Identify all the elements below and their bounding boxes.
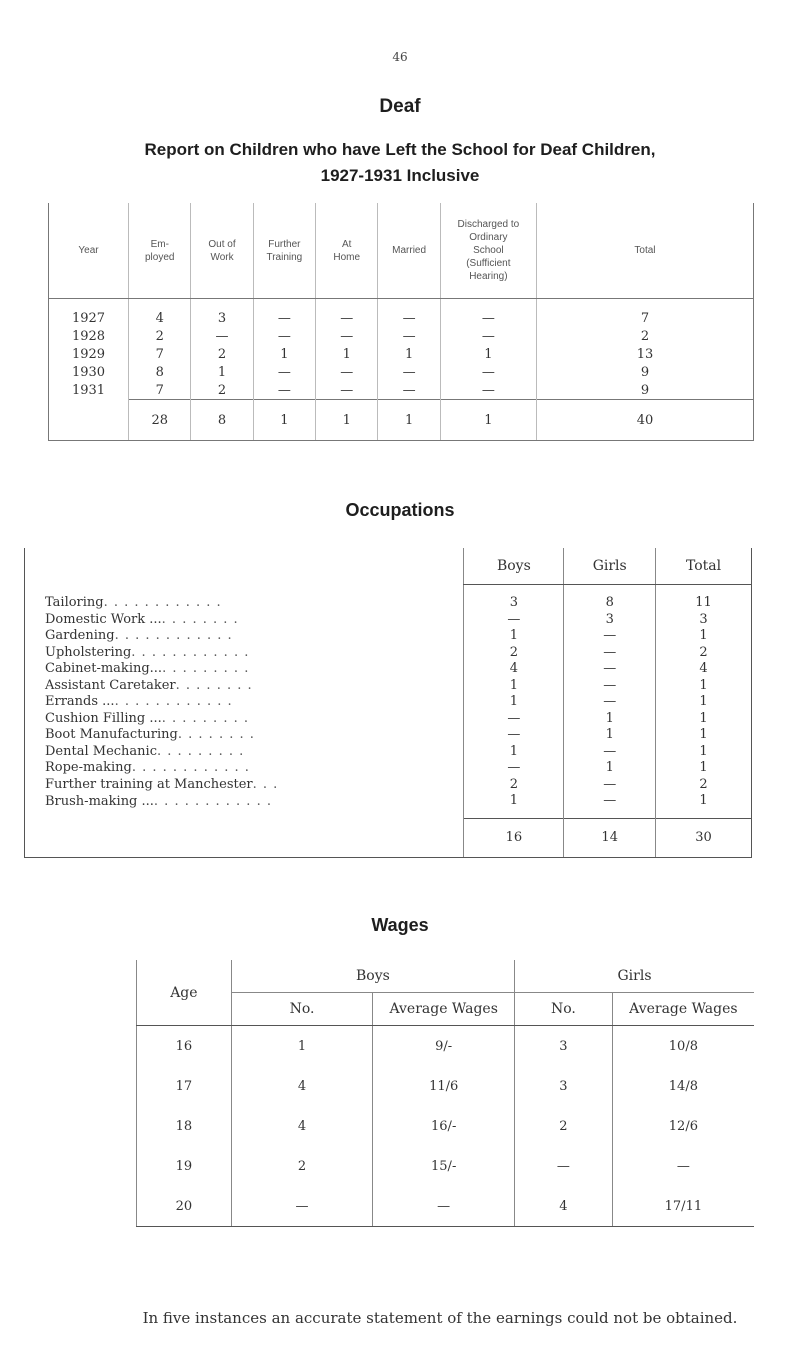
leavers-cell: 9 — [536, 363, 753, 381]
occupation-label — [25, 585, 464, 612]
leavers-header-6: Discharged to Ordinary School (Sufficient Hearing) — [440, 203, 536, 299]
wages-subheader-2: No. — [515, 993, 613, 1026]
leavers-cell: — — [316, 299, 378, 328]
leavers-cell: 2 — [129, 327, 191, 345]
leavers-cell: 1 — [378, 345, 440, 363]
occupations-total-cell: 30 — [656, 818, 752, 857]
leavers-cell: 2 — [191, 345, 253, 363]
wages-cell: 10/8 — [612, 1026, 754, 1067]
leavers-row — [49, 299, 754, 328]
leader-dots: . . . . . . . . . — [162, 661, 250, 677]
occupation-label — [25, 777, 464, 794]
occupations-title: Occupations — [345, 500, 455, 520]
wages-cell: 17 — [137, 1066, 232, 1106]
wages-cell: 9/- — [373, 1026, 515, 1067]
occupation-name: Errands ... — [45, 694, 115, 710]
leavers-header-4: At Home — [316, 203, 378, 299]
occupations-blank-header — [25, 548, 464, 585]
occupation-cell: 2 — [464, 645, 564, 662]
occupation-label — [25, 711, 464, 728]
wages-row — [137, 1146, 755, 1186]
occupation-row — [25, 612, 752, 629]
wages-subheader-3: Average Wages — [612, 993, 754, 1026]
occupation-row — [25, 661, 752, 678]
wages-cell: 14/8 — [612, 1066, 754, 1106]
occupation-cell: 1 — [656, 760, 752, 777]
leavers-cell: 1 — [316, 345, 378, 363]
occupation-cell: 11 — [656, 585, 752, 612]
occupation-cell: 1 — [564, 711, 656, 728]
leavers-header-1: Em- ployed — [129, 203, 191, 299]
occupation-cell: — — [464, 760, 564, 777]
leavers-cell: — — [378, 327, 440, 345]
leavers-header-5: Married — [378, 203, 440, 299]
leavers-cell: 1 — [253, 345, 315, 363]
leavers-cell: 1 — [191, 363, 253, 381]
leavers-cell: 8 — [129, 363, 191, 381]
leavers-cell: — — [253, 327, 315, 345]
occupation-name: Tailoring — [45, 595, 104, 610]
occupation-label — [25, 760, 464, 777]
occupation-row — [25, 727, 752, 744]
leader-dots: . . . . . . . . . . . . — [114, 628, 233, 644]
wages-cell: 3 — [515, 1066, 613, 1106]
leavers-header-2: Out of Work — [191, 203, 253, 299]
leader-dots: . . . . . . . . — [175, 677, 253, 693]
leavers-cell: — — [253, 381, 315, 400]
leader-dots: . . . . . . . . . . . . — [103, 595, 222, 610]
wages-cell: — — [515, 1146, 613, 1186]
occupation-cell: 1 — [656, 628, 752, 645]
wages-cell: 4 — [231, 1106, 373, 1146]
occupation-cell: 1 — [464, 744, 564, 761]
leavers-total-cell — [49, 400, 129, 441]
section-title: Deaf — [379, 96, 421, 117]
occupation-cell: 3 — [656, 612, 752, 629]
leavers-cell: — — [316, 327, 378, 345]
wages-age-header: Age — [137, 960, 232, 1026]
leavers-cell: 1928 — [49, 327, 129, 345]
leader-dots: . . . . . . . . . . . . — [131, 644, 250, 660]
occupation-name: Rope-making — [45, 760, 132, 776]
leavers-total-cell: 28 — [129, 400, 191, 441]
leavers-row — [49, 381, 754, 400]
occupation-cell: 1 — [656, 793, 752, 818]
occupation-cell: 4 — [656, 661, 752, 678]
occupation-name: Upholstering — [45, 644, 132, 660]
leavers-row — [49, 363, 754, 381]
occupations-total-cell — [25, 818, 464, 857]
wages-cell: 20 — [137, 1186, 232, 1227]
occupations-totals-row — [25, 818, 752, 857]
wages-cell: 19 — [137, 1146, 232, 1186]
occupation-cell: — — [564, 645, 656, 662]
leavers-total-cell: 1 — [316, 400, 378, 441]
leavers-cell: — — [316, 363, 378, 381]
wages-row — [137, 1066, 755, 1106]
occupation-cell: 4 — [464, 661, 564, 678]
page-number: 46 — [392, 50, 408, 64]
leavers-table — [48, 203, 754, 441]
occupation-cell: — — [564, 694, 656, 711]
wages-cell: — — [373, 1186, 515, 1227]
occupation-name: Brush-making ... — [45, 793, 154, 809]
occupation-row — [25, 585, 752, 612]
occupation-name: Cabinet-making... — [45, 661, 163, 677]
leavers-total-cell: 1 — [378, 400, 440, 441]
occupations-header-1: Boys — [464, 548, 564, 585]
leavers-total-cell: 40 — [536, 400, 753, 441]
leavers-cell: 1929 — [49, 345, 129, 363]
report-title-line1: Report on Children who have Left the School for Deaf Children, — [144, 140, 656, 159]
occupation-name: Gardening — [45, 628, 115, 644]
occupation-name: Cushion Filling ... — [45, 710, 162, 726]
occupation-name: Boot Manufacturing — [45, 727, 178, 743]
wages-cell: 1 — [231, 1026, 373, 1067]
occupation-cell: — — [464, 727, 564, 744]
leavers-header-3: Further Training — [253, 203, 315, 299]
occupations-header-3: Total — [656, 548, 752, 585]
occupation-cell: 1 — [656, 744, 752, 761]
occupation-name: Further training at Manchester — [45, 776, 253, 792]
occupation-row — [25, 628, 752, 645]
occupation-label — [25, 628, 464, 645]
leavers-cell: — — [253, 363, 315, 381]
leavers-cell: 2 — [536, 327, 753, 345]
leavers-total-cell: 1 — [253, 400, 315, 441]
occupation-row — [25, 777, 752, 794]
occupation-cell: 2 — [464, 777, 564, 794]
leavers-cell: — — [440, 363, 536, 381]
occupation-row — [25, 744, 752, 761]
occupation-cell: — — [464, 711, 564, 728]
occupation-label — [25, 744, 464, 761]
occupation-name: Assistant Caretaker — [45, 677, 176, 693]
wages-row — [137, 1186, 755, 1227]
wages-cell: 12/6 — [612, 1106, 754, 1146]
wages-cell: 11/6 — [373, 1066, 515, 1106]
occupation-cell: 3 — [564, 612, 656, 629]
report-title-line2: 1927-1931 Inclusive — [320, 166, 480, 185]
leavers-cell: 7 — [129, 381, 191, 400]
wages-cell: 2 — [231, 1146, 373, 1186]
leavers-header-0: Year — [49, 203, 129, 299]
wages-cell: 16 — [137, 1026, 232, 1067]
occupation-label — [25, 694, 464, 711]
occupation-cell: 1 — [656, 727, 752, 744]
occupations-total-cell: 16 — [464, 818, 564, 857]
leader-dots: . . . . . . . . . . . . — [131, 760, 250, 776]
leavers-total-cell: 8 — [191, 400, 253, 441]
wages-row — [137, 1106, 755, 1146]
leader-dots: . . . . . . . . . . . . — [153, 793, 272, 809]
leader-dots: . . . . . . . . . — [156, 743, 245, 759]
occupation-cell: — — [564, 744, 656, 761]
wages-subheader-1: Average Wages — [373, 993, 515, 1026]
occupation-label — [25, 645, 464, 662]
wages-table — [136, 960, 754, 1227]
occupation-name: Dental Mechanic — [45, 743, 157, 759]
leavers-totals-row — [49, 400, 754, 441]
occupation-cell: 8 — [564, 585, 656, 612]
occupation-cell: 1 — [656, 678, 752, 695]
occupation-cell: 1 — [564, 727, 656, 744]
wages-cell: 3 — [515, 1026, 613, 1067]
leader-dots: . . . . . . . . . . . . — [114, 694, 233, 710]
occupation-label — [25, 612, 464, 629]
occupation-label — [25, 793, 464, 818]
occupation-cell: — — [564, 777, 656, 794]
leavers-cell: — — [440, 327, 536, 345]
occupation-cell: 2 — [656, 645, 752, 662]
leavers-row — [49, 327, 754, 345]
occupation-row — [25, 645, 752, 662]
leavers-cell: — — [253, 299, 315, 328]
occupation-cell: 1 — [564, 760, 656, 777]
leavers-cell: 1931 — [49, 381, 129, 400]
wages-cell: 17/11 — [612, 1186, 754, 1227]
occupation-cell: 1 — [464, 628, 564, 645]
leavers-cell: 4 — [129, 299, 191, 328]
wages-cell: 15/- — [373, 1146, 515, 1186]
leavers-cell: 13 — [536, 345, 753, 363]
occupation-cell: 2 — [656, 777, 752, 794]
leavers-cell: 1 — [440, 345, 536, 363]
occupations-header-2: Girls — [564, 548, 656, 585]
wages-title: Wages — [371, 915, 429, 935]
leader-dots: . . . . . . . . . — [161, 710, 249, 726]
occupation-cell: — — [464, 612, 564, 629]
leader-dots: . . . . . . . . — [161, 611, 239, 627]
leavers-cell: — — [191, 327, 253, 345]
occupation-row — [25, 793, 752, 818]
leavers-cell: 3 — [191, 299, 253, 328]
wages-row — [137, 1026, 755, 1067]
leavers-cell: — — [378, 363, 440, 381]
occupation-cell: — — [564, 661, 656, 678]
occupation-cell: 1 — [464, 694, 564, 711]
occupation-row — [25, 711, 752, 728]
leader-dots: . . . — [252, 776, 279, 792]
occupation-label — [25, 661, 464, 678]
wages-subheader-0: No. — [231, 993, 373, 1026]
occupation-name: Domestic Work ... — [45, 611, 162, 627]
occupation-row — [25, 760, 752, 777]
leavers-cell: 7 — [536, 299, 753, 328]
occupation-cell: — — [564, 678, 656, 695]
leavers-cell: — — [316, 381, 378, 400]
wages-cell: — — [612, 1146, 754, 1186]
footnote: In five instances an accurate statement of the earnings could not be obtained. — [142, 1309, 738, 1327]
leavers-cell: 2 — [191, 381, 253, 400]
occupations-total-cell: 14 — [564, 818, 656, 857]
leavers-cell: 1930 — [49, 363, 129, 381]
occupation-cell: 3 — [464, 585, 564, 612]
leavers-cell: 7 — [129, 345, 191, 363]
wages-cell: 16/- — [373, 1106, 515, 1146]
wages-girls-header: Girls — [515, 960, 754, 993]
occupation-row — [25, 678, 752, 695]
occupation-cell: — — [564, 793, 656, 818]
leavers-total-cell: 1 — [440, 400, 536, 441]
wages-cell: 4 — [231, 1066, 373, 1106]
leavers-cell: 9 — [536, 381, 753, 400]
occupation-cell: 1 — [656, 711, 752, 728]
occupation-row — [25, 694, 752, 711]
leader-dots: . . . . . . . . — [177, 727, 255, 743]
wages-boys-header: Boys — [231, 960, 514, 993]
occupation-label — [25, 678, 464, 695]
occupation-cell: 1 — [464, 678, 564, 695]
leavers-cell: — — [440, 299, 536, 328]
occupation-cell: 1 — [656, 694, 752, 711]
occupation-cell: — — [564, 628, 656, 645]
leavers-cell: 1927 — [49, 299, 129, 328]
wages-cell: 18 — [137, 1106, 232, 1146]
wages-cell: — — [231, 1186, 373, 1227]
leavers-cell: — — [378, 381, 440, 400]
occupation-cell: 1 — [464, 793, 564, 818]
wages-cell: 2 — [515, 1106, 613, 1146]
leavers-header-7: Total — [536, 203, 753, 299]
leavers-cell: — — [378, 299, 440, 328]
leavers-row — [49, 345, 754, 363]
wages-cell: 4 — [515, 1186, 613, 1227]
occupation-label — [25, 727, 464, 744]
occupations-table — [24, 548, 752, 858]
leavers-cell: — — [440, 381, 536, 400]
